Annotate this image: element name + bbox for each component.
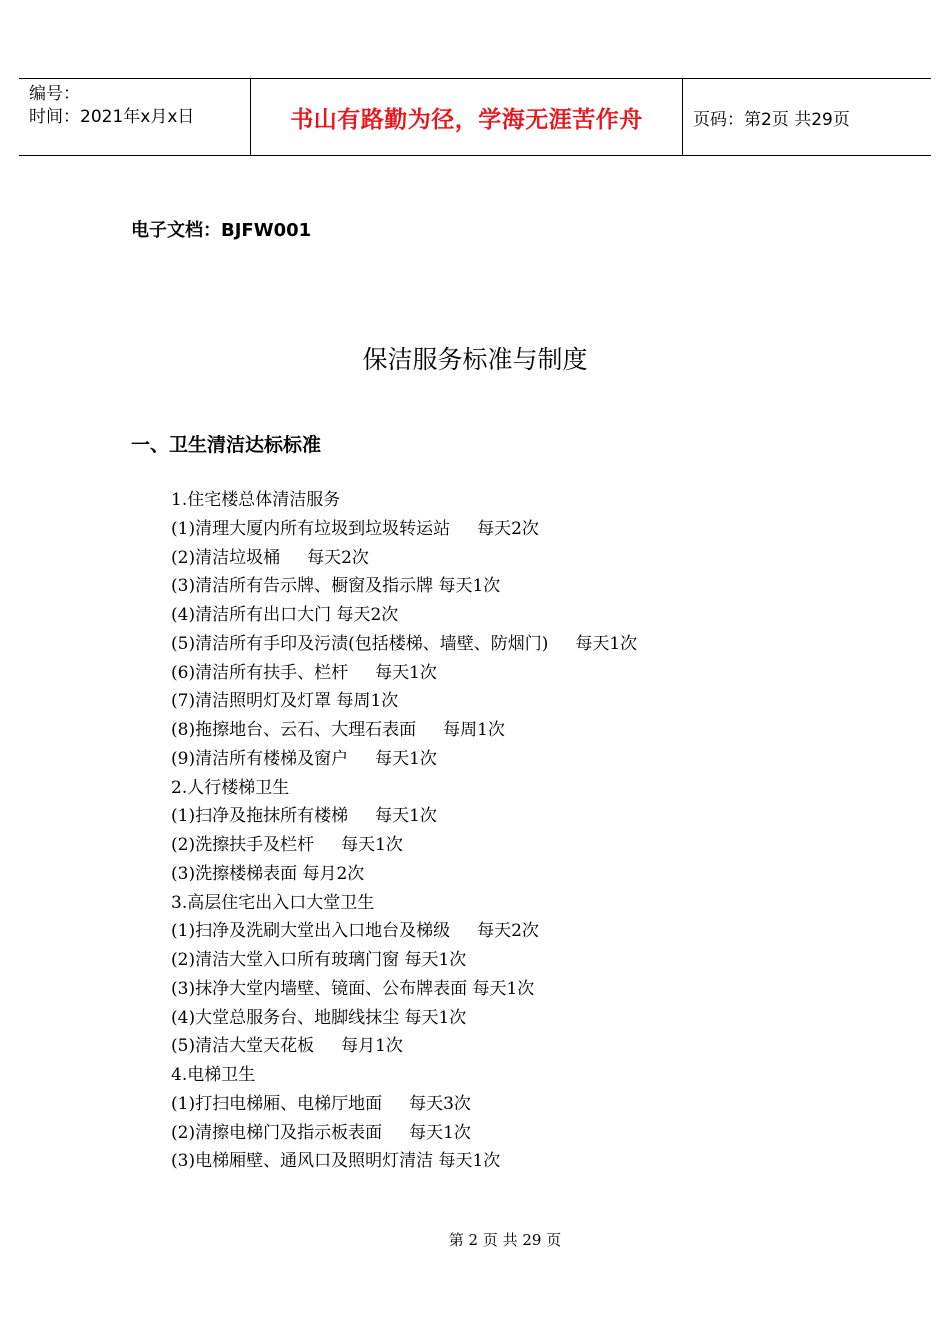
document-id: 电子文档：BJFW001 — [131, 220, 312, 241]
header-page-info: 页码：第2页 共29页 — [693, 109, 850, 130]
list-item: (3)抹净大堂内墙壁、镜面、公布牌表面 每天1次 — [171, 978, 535, 999]
list-item: (1)扫净及洗刷大堂出入口地台及梯级 每天2次 — [171, 921, 539, 942]
list-item: (6)清洁所有扶手、栏杆 每天1次 — [171, 662, 437, 683]
header-motto: 书山有路勤为径，学海无涯苦作舟 — [251, 79, 683, 155]
list-item: (2)洗擦扶手及栏杆 每天1次 — [171, 835, 403, 855]
list-item: 1.住宅楼总体清洁服务 — [171, 490, 341, 510]
list-item: (9)清洁所有楼梯及窗户 每天1次 — [171, 748, 437, 769]
standards-list — [171, 486, 637, 1176]
list-item: (2)清擦电梯门及指示板表面 每天1次 — [171, 1122, 471, 1143]
list-item: (2)清洁大堂入口所有玻璃门窗 每天1次 — [171, 950, 467, 970]
list-item: (4)清洁所有出口大门 每天2次 — [171, 605, 399, 625]
document-header — [19, 78, 931, 156]
page-footer: 第 2 页 共 29 页 — [448, 1231, 562, 1249]
list-item: 3.高层住宅出入口大堂卫生 — [171, 892, 375, 913]
list-item: (1)清理大厦内所有垃圾到垃圾转运站 每天2次 — [171, 518, 539, 539]
number-label: 编号： — [29, 84, 80, 104]
list-item: (3)洗擦楼梯表面 每月2次 — [171, 863, 365, 884]
header-meta — [19, 79, 251, 155]
list-item: (1)打扫电梯厢、电梯厅地面 每天3次 — [171, 1093, 471, 1114]
list-item: (3)清洁所有告示牌、橱窗及指示牌 每天1次 — [171, 576, 501, 597]
list-item: 2.人行楼梯卫生 — [171, 777, 290, 798]
section-heading: 一、卫生清洁达标标准 — [131, 434, 322, 456]
time-label: 时间：2021年x月x日 — [29, 107, 195, 127]
list-item: (5)清洁所有手印及污渍(包括楼梯、墙壁、防烟门) 每天1次 — [171, 633, 638, 654]
list-item: (7)清洁照明灯及灯罩 每周1次 — [171, 691, 399, 712]
list-item: (4)大堂总服务台、地脚线抹尘 每天1次 — [171, 1007, 467, 1028]
page-title: 保洁服务标准与制度 — [362, 345, 588, 374]
list-item: (8)拖擦地台、云石、大理石表面 每周1次 — [171, 720, 505, 740]
list-item: 4.电梯卫生 — [171, 1065, 256, 1085]
list-item: (2)清洁垃圾桶 每天2次 — [171, 547, 369, 568]
list-item: (5)清洁大堂天花板 每月1次 — [171, 1036, 403, 1057]
list-item: (1)扫净及拖抹所有楼梯 每天1次 — [171, 806, 437, 827]
list-item: (3)电梯厢壁、通风口及照明灯清洁 每天1次 — [171, 1151, 501, 1172]
